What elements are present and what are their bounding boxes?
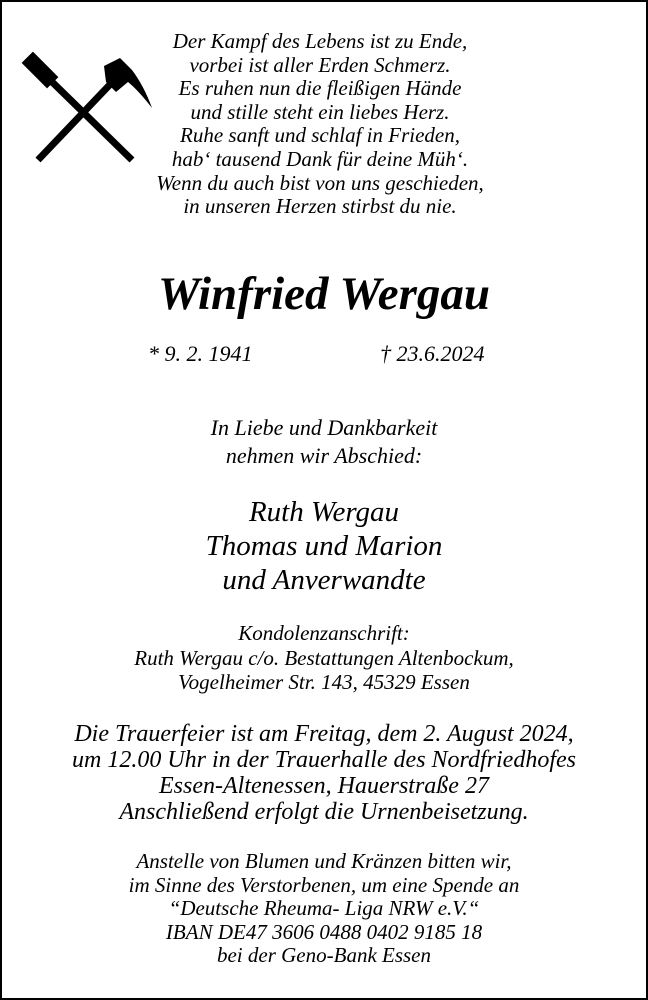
poem-line: und stille steht ein liebes Herz. [190,99,450,124]
ceremony-line: Die Trauerfeier ist am Freitag, dem 2. August 2024, [74,721,574,747]
condolence-line: Ruth Wergau c/o. Bestattungen Altenbockum, [134,645,514,670]
ceremony-info [0,721,648,825]
deceased-name: Winfried Wergau [157,268,491,320]
farewell-text [0,414,648,470]
poem-line: vorbei ist aller Erden Schmerz. [189,52,451,77]
poem-line: hab‘ tausend Dank für deine Müh‘. [171,146,469,171]
ceremony-line: Essen-Altenessen, Hauerstraße 27 [159,773,489,799]
poem-line: Ruhe sanft und schlaf in Frieden, [180,123,460,148]
donation-line: bei der Geno-Bank Essen [216,943,432,968]
poem-line: Der Kampf des Lebens ist zu Ende, [172,29,468,53]
poem-line: Es ruhen nun die fleißigen Hände [178,76,462,101]
donation-line: “Deutsche Rheuma- Liga NRW e.V.“ [168,896,480,921]
death-date: † 23.6.2024 [380,341,485,366]
ceremony-line: um 12.00 Uhr in der Trauerhalle des Nordfriedhofes [71,747,576,773]
family-line: Ruth Wergau [248,496,400,528]
family-line: und Anverwandte [222,564,426,596]
donation-line: IBAN DE47 3606 0488 0402 9185 18 [165,919,483,944]
family-line: Thomas und Marion [205,530,443,562]
donation-line: im Sinne des Verstorbenen, um eine Spende an [128,872,520,897]
farewell-line: In Liebe und Dankbarkeit [210,415,438,440]
farewell-line: nehmen wir Abschied: [225,443,423,468]
ceremony-line: Anschließend erfolgt die Urnenbeisetzung. [119,799,529,825]
donation-line: Anstelle von Blumen und Kränzen bitten wir, [136,849,512,873]
poem-line: in unseren Herzen stirbst du nie. [183,194,457,219]
condolence-line: Vogelheimer Str. 143, 45329 Essen [178,670,470,694]
family-names [0,495,648,597]
condolence-address [0,621,648,695]
birth-date: * 9. 2. 1941 [148,341,253,366]
condolence-line: Kondolenzanschrift: [238,621,410,645]
poem-line: Wenn du auch bist von uns geschieden, [156,170,484,195]
poem-block [130,30,510,219]
donation-request [0,850,648,968]
